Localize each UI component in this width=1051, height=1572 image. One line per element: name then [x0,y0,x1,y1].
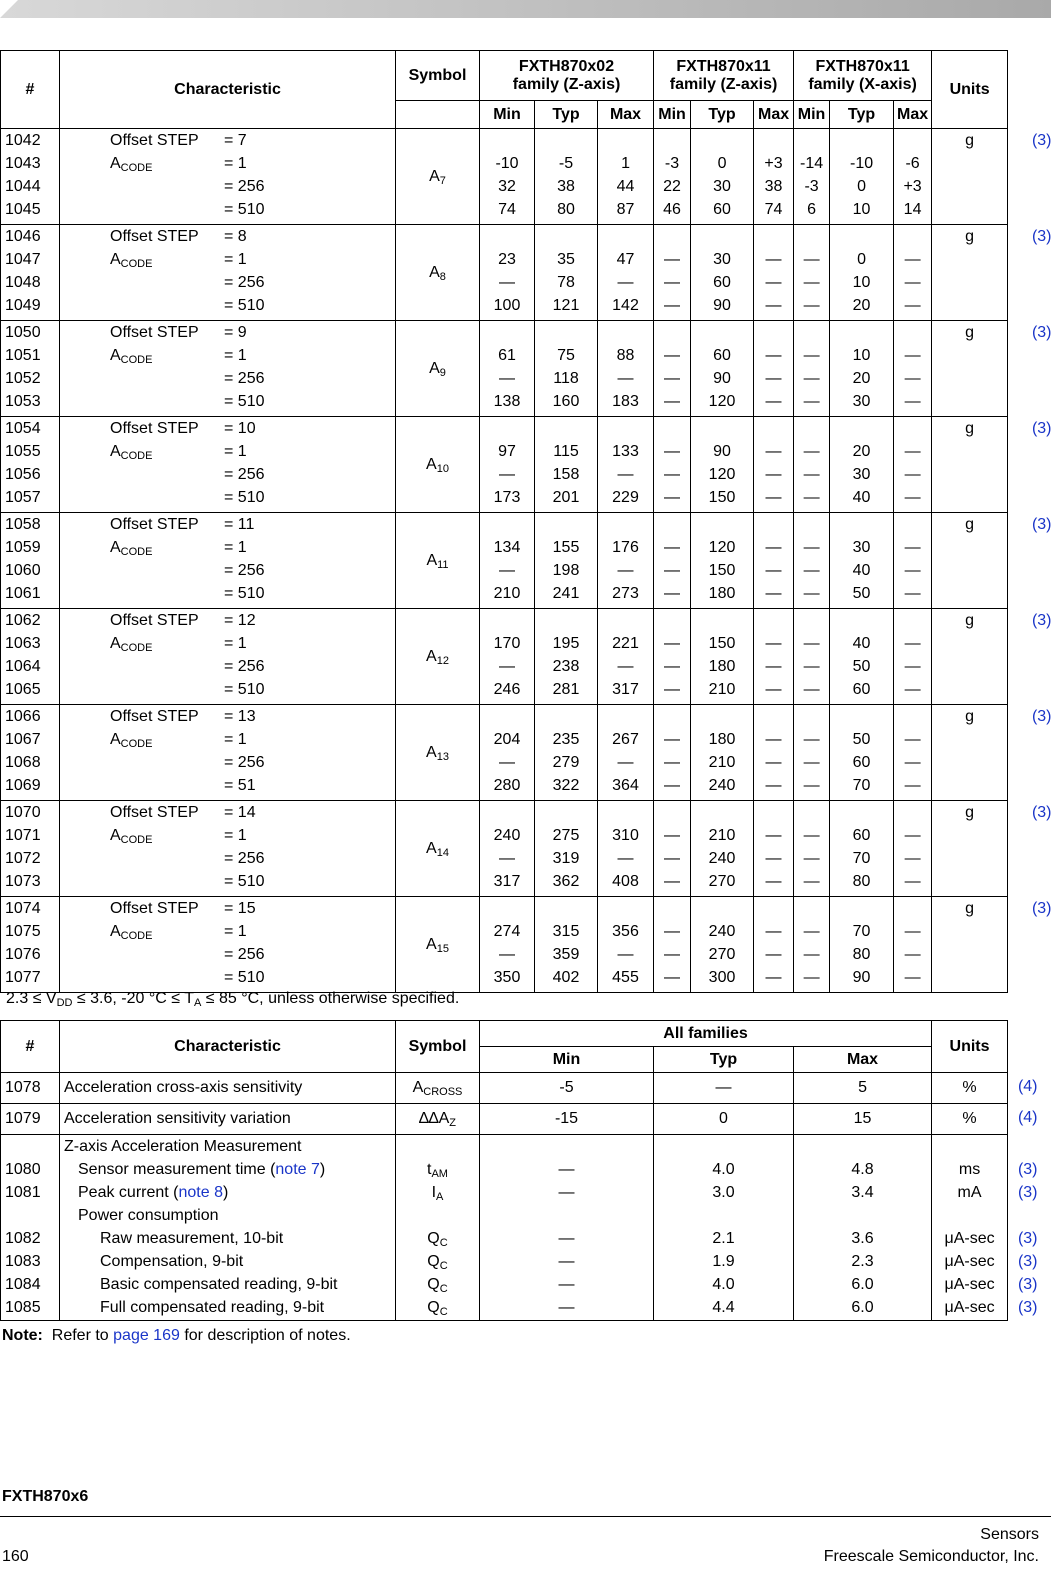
value-cell: — — — [894,609,932,705]
header-min-3: Min [794,101,830,129]
header-min-1: Min [480,101,535,129]
characteristic-cell: Offset STEP = 9 $A_{CODE} = 1$ = 256 = 510 [60,321,396,417]
row-numbers: 1080 1081 1082 1083 1084 1085 [1,1135,60,1321]
value-cell: 60 90 120 [691,321,754,417]
value-cell: 315 359 402 [535,897,598,993]
row-numbers: 1066 1067 1068 1069 [1,705,60,801]
header-max-1: Max [598,101,654,129]
note-ref[interactable]: (4) [1017,1077,1038,1095]
min-cell: -5 [480,1073,654,1104]
footer-page-number: 160 [2,1548,29,1565]
max-cell: 5 [794,1073,932,1104]
symbol-cell: $A_{15}$ [396,897,480,993]
row-numbers: 1054 1055 1056 1057 [1,417,60,513]
value-cell: — — — [894,321,932,417]
value-cell: — — — [754,417,794,513]
row-numbers: 1070 1071 1072 1073 [1,801,60,897]
characteristic-cell: Acceleration sensitivity variation [60,1104,396,1135]
value-cell: 40 50 60 [830,609,894,705]
characteristic-cell: Offset STEP = 10 $A_{CODE} = 1$ = 256 = 510 [60,417,396,513]
row-numbers: 1058 1059 1060 1061 [1,513,60,609]
value-cell: 70 80 90 [830,897,894,993]
value-cell: — — — [894,705,932,801]
value-cell: 0 10 20 [830,225,894,321]
header-typ-2: Typ [691,101,754,129]
value-cell: -10 32 74 [480,129,535,225]
header-min-2: Min [654,101,691,129]
value-cell: — — — [794,513,830,609]
header-typ-3: Typ [830,101,894,129]
row-number: 1078 [1,1073,60,1104]
characteristic-cell: Offset STEP = 7 $A_{CODE} = 1$ = 256 = 510 [60,129,396,225]
value-cell: — — — [654,417,691,513]
note-refs[interactable]: (3) (3) (3) (3) (3) (3) [1017,1160,1038,1316]
top-decorative-bar [0,0,1051,18]
row-numbers: 1050 1051 1052 1053 [1,321,60,417]
symbol-cell: $A_{10}$ [396,417,480,513]
characteristic-cell: Offset STEP = 12 $A_{CODE} = 1$ = 256 = 510 [60,609,396,705]
unit-cell: g [932,897,1008,993]
value-cell: — — — [794,321,830,417]
value-cell: 275 319 362 [535,801,598,897]
unit-cell: g [932,801,1008,897]
value-cell: 204 — 280 [480,705,535,801]
t2-header-num: # [1,1021,60,1073]
value-cell: 150 180 210 [691,609,754,705]
typ-cell: 0 [654,1104,794,1135]
footer-doc-title: FXTH870x6 [2,1488,89,1505]
value-cell: 1 44 87 [598,129,654,225]
t2-header-max: Max [794,1047,932,1073]
symbol-cell: $A_{CROSS}$ [396,1073,480,1104]
table-row [1,129,1008,225]
unit-cell: ms mA μA-sec μA-sec μA-sec μA-sec [932,1135,1008,1321]
header-symbol: Symbol [396,51,480,101]
value-cell: — — — [654,609,691,705]
table-row [1,225,1008,321]
note-7-link[interactable]: note 7 [275,1161,320,1178]
value-cell: -14 -3 6 [794,129,830,225]
value-cell: 195 238 281 [535,609,598,705]
value-cell: 90 120 150 [691,417,754,513]
footer-company: Freescale Semiconductor, Inc. [823,1548,1039,1565]
typ-cell: — [654,1073,794,1104]
header-max-3: Max [894,101,932,129]
value-cell: -10 0 10 [830,129,894,225]
unit-cell: g [932,225,1008,321]
max-cell: 4.8 3.4 3.6 2.3 6.0 6.0 [794,1135,932,1321]
table-row [1,1104,1008,1135]
symbol-cell: $A_8$ [396,225,480,321]
min-cell: -15 [480,1104,654,1135]
table-row [1,417,1008,513]
value-cell: — — — [794,417,830,513]
header-family-2: FXTH870x11 family (Z-axis) [654,51,794,101]
note-ref[interactable]: (3) [1031,803,1051,821]
value-cell: 30 60 90 [691,225,754,321]
note-text: Note: Refer to page 169 for description of notes. [2,1327,351,1344]
table-row [1,897,1008,993]
value-cell: 23 — 100 [480,225,535,321]
t2-header-characteristic: Characteristic [60,1021,396,1073]
value-cell: 61 — 138 [480,321,535,417]
typ-cell: 4.0 3.0 2.1 1.9 4.0 4.4 [654,1135,794,1321]
value-cell: 180 210 240 [691,705,754,801]
value-cell: — — — [794,225,830,321]
row-number: 1079 [1,1104,60,1135]
offset-step-table [0,50,1051,993]
t2-header-units: Units [932,1021,1008,1073]
note-ref[interactable]: (3) [1031,707,1051,725]
value-cell: — — — [654,513,691,609]
unit-cell: g [932,513,1008,609]
value-cell: 50 60 70 [830,705,894,801]
t2-header-all-families: All families [480,1021,932,1047]
value-cell: — — — [894,225,932,321]
value-cell: — — — [894,897,932,993]
t2-header-typ: Typ [654,1047,794,1073]
header-symbol-blank [396,101,480,129]
header-family-3: FXTH870x11 family (X-axis) [794,51,932,101]
row-numbers: 1042 1043 1044 1045 [1,129,60,225]
note-ref[interactable]: (3) [1031,899,1051,917]
acceleration-table [0,1020,1038,1321]
value-cell: — — — [654,321,691,417]
unit-cell: % [932,1073,1008,1104]
note-ref[interactable]: (4) [1017,1108,1038,1126]
symbol-cell: $A_{14}$ [396,801,480,897]
symbol-cell: $A_{12}$ [396,609,480,705]
unit-cell: % [932,1104,1008,1135]
characteristic-cell: Offset STEP = 15 $A_{CODE} = 1$ = 256 = 510 [60,897,396,993]
z-axis-block [1,1135,1008,1321]
value-cell: 120 150 180 [691,513,754,609]
value-cell: — — — [654,801,691,897]
characteristic-cell: Offset STEP = 11 $A_{CODE} = 1$ = 256 = 510 [60,513,396,609]
value-cell: — — — [754,705,794,801]
value-cell: 133 — 229 [598,417,654,513]
value-cell: — — — [794,897,830,993]
header-typ-1: Typ [535,101,598,129]
value-cell: 47 — 142 [598,225,654,321]
page-link[interactable]: page 169 [113,1327,180,1344]
header-characteristic: Characteristic [60,51,396,129]
value-cell: 310 — 408 [598,801,654,897]
value-cell: 134 — 210 [480,513,535,609]
value-cell: — — — [754,513,794,609]
symbol-cell: $A_9$ [396,321,480,417]
table-row [1,321,1008,417]
value-cell: -3 22 46 [654,129,691,225]
value-cell: 240 270 300 [691,897,754,993]
t2-header-min: Min [480,1047,654,1073]
value-cell: — — — [754,225,794,321]
table-row [1,609,1008,705]
note-ref[interactable]: (3) [1031,227,1051,245]
unit-cell: g [932,417,1008,513]
value-cell: 97 — 173 [480,417,535,513]
value-cell: 30 40 50 [830,513,894,609]
t2-header-symbol: Symbol [396,1021,480,1073]
note-ref[interactable]: (3) [1031,419,1051,437]
value-cell: — — — [894,513,932,609]
value-cell: — — — [654,897,691,993]
value-cell: -5 38 80 [535,129,598,225]
header-max-2: Max [754,101,794,129]
value-cell: 356 — 455 [598,897,654,993]
value-cell: — — — [794,609,830,705]
value-cell: — — — [754,897,794,993]
value-cell: 0 30 60 [691,129,754,225]
symbol-cell: $\Delta\Delta A_Z$ [396,1104,480,1135]
value-cell: — — — [894,801,932,897]
min-cell: — — — — — — [480,1135,654,1321]
row-numbers: 1062 1063 1064 1065 [1,609,60,705]
value-cell: 88 — 183 [598,321,654,417]
footer-category: Sensors [980,1526,1039,1543]
value-cell: 155 198 241 [535,513,598,609]
note-ref[interactable]: (3) [1031,323,1051,341]
header-num: # [1,51,60,129]
table-row [1,513,1008,609]
value-cell: 267 — 364 [598,705,654,801]
value-cell: — — — [794,705,830,801]
value-cell: 35 78 121 [535,225,598,321]
value-cell: 210 240 270 [691,801,754,897]
value-cell: 75 118 160 [535,321,598,417]
value-cell: — — — [654,705,691,801]
value-cell: 20 30 40 [830,417,894,513]
note-ref[interactable]: (3) [1031,611,1051,629]
value-cell: 274 — 350 [480,897,535,993]
table-row [1,1073,1008,1104]
characteristic-cell: Acceleration cross-axis sensitivity [60,1073,396,1104]
value-cell: 60 70 80 [830,801,894,897]
value-cell: — — — [894,417,932,513]
table-row [1,705,1008,801]
value-cell: 235 279 322 [535,705,598,801]
value-cell: -6 +3 14 [894,129,932,225]
unit-cell: g [932,321,1008,417]
characteristic-cell: Z-axis Acceleration Measurement Sensor measurement time (note 7) Peak current (note 8) Power consumption Raw measurement, 10-bit Compensation, 9-bit Basic compensated reading, 9-bit Full compensated reading, 9-bit [60,1135,396,1321]
note-ref[interactable]: (3) [1031,515,1051,533]
value-cell: — — — [794,801,830,897]
value-cell: — — — [754,801,794,897]
value-cell: 115 158 201 [535,417,598,513]
conditions-text: $2.3 \le V_{DD} \le 3.6$, -20 $^\circ C \le T_A \le 85$ °C, unless otherwise specified. [6,990,460,1009]
table-row [1,801,1008,897]
characteristic-cell: Offset STEP = 14 $A_{CODE} = 1$ = 256 = 510 [60,801,396,897]
unit-cell: g [932,705,1008,801]
value-cell: 240 — 317 [480,801,535,897]
unit-cell: g [932,609,1008,705]
row-numbers: 1074 1075 1076 1077 [1,897,60,993]
characteristic-cell: Offset STEP = 8 $A_{CODE} = 1$ = 256 = 510 [60,225,396,321]
value-cell: — — — [754,609,794,705]
symbol-cell: $A_{11}$ [396,513,480,609]
value-cell: — — — [754,321,794,417]
characteristic-cell: Offset STEP = 13 $A_{CODE} = 1$ = 256 = 51 [60,705,396,801]
header-family-1: FXTH870x02 family (Z-axis) [480,51,654,101]
value-cell: 10 20 30 [830,321,894,417]
header-units: Units [932,51,1008,129]
note-ref[interactable]: (3) [1031,131,1051,149]
value-cell: 176 — 273 [598,513,654,609]
symbol-cell: $A_7$ [396,129,480,225]
value-cell: — — — [654,225,691,321]
footer-divider [0,1516,1051,1517]
symbol-cell: $t_{AM}$ $I_A$ $Q_C$ $Q_C$ $Q_C$ $Q_C$ [396,1135,480,1321]
value-cell: +3 38 74 [754,129,794,225]
max-cell: 15 [794,1104,932,1135]
row-numbers: 1046 1047 1048 1049 [1,225,60,321]
value-cell: 170 — 246 [480,609,535,705]
symbol-cell: $A_{13}$ [396,705,480,801]
note-8-link[interactable]: note 8 [178,1184,223,1201]
value-cell: 221 — 317 [598,609,654,705]
unit-cell: g [932,129,1008,225]
